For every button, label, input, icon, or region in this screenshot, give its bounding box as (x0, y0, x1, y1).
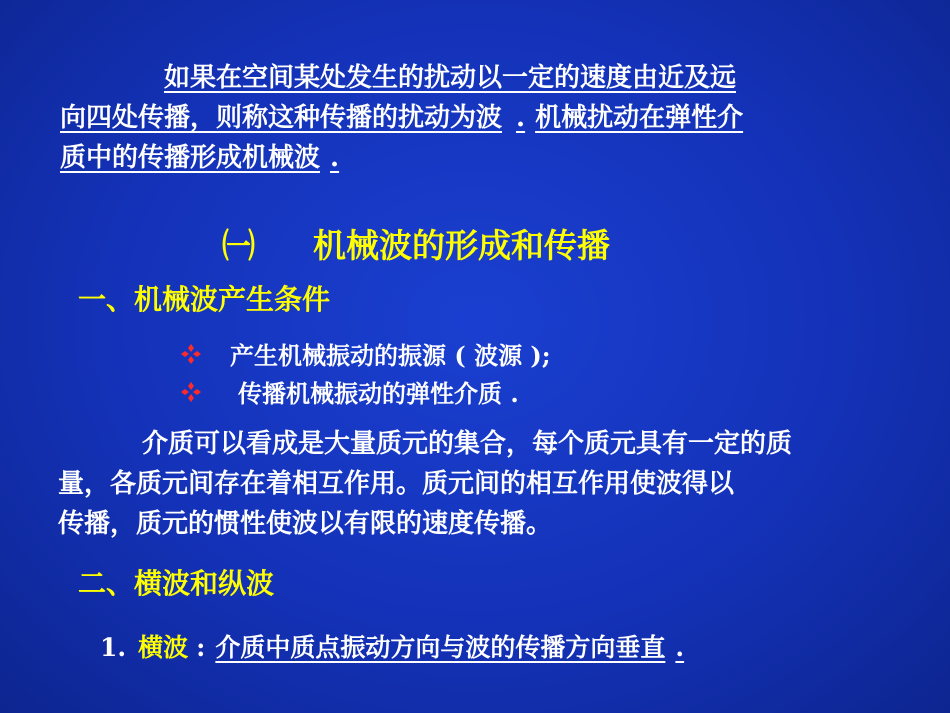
diamond-cluster-icon (180, 381, 202, 403)
paragraph-line-3: 传播，质元的惯性使波以有限的速度传播。 (58, 509, 553, 539)
item-colon: : (196, 633, 206, 662)
paragraph-line-2: 量，各质元间存在着相互作用。质元间的相互作用使波得以 (58, 469, 735, 499)
medium-paragraph (58, 424, 792, 544)
intro-line-2-dot: . (516, 103, 526, 133)
item-definition: 介质中质点振动方向与波的传播方向垂直 (215, 633, 666, 662)
bullet-text-source: 产生机械振动的振源 ( 波源 ); (230, 341, 551, 370)
intro-line-2-text-a: 向四处传播，则称这种传播的扰动为波 (60, 103, 503, 133)
section-title (222, 220, 610, 267)
intro-paragraph (60, 58, 743, 178)
intro-line-2 (60, 98, 743, 138)
intro-line-3-dot: . (330, 143, 340, 173)
heading-wave-types: 二、横波和纵波 (78, 567, 275, 600)
item-term: 横波 (138, 633, 189, 662)
section-title-text: 机械波的形成和传播 (313, 226, 610, 265)
transverse-wave-item (100, 628, 684, 664)
intro-line-3 (60, 138, 743, 178)
intro-line-2-text-c: 机械扰动在弹性介 (535, 103, 744, 133)
intro-line-1 (60, 58, 743, 98)
intro-line-1-text: 如果在空间某处发生的扰动以一定的速度由近及远 (164, 63, 737, 93)
diamond-cluster-icon (180, 343, 202, 365)
item-number: 1. (100, 633, 127, 662)
bullet-item-medium (180, 374, 519, 409)
paragraph-line-1: 介质可以看成是大量质元的集合，每个质元具有一定的质 (142, 429, 793, 459)
section-number: ㈠ (222, 226, 255, 265)
heading-conditions: 一、机械波产生条件 (78, 283, 331, 316)
intro-line-3-text: 质中的传播形成机械波 (60, 143, 321, 173)
bullet-text-medium: 传播机械振动的弹性介质 . (238, 379, 519, 408)
item-period: . (675, 633, 685, 662)
bullet-item-source (180, 336, 551, 371)
